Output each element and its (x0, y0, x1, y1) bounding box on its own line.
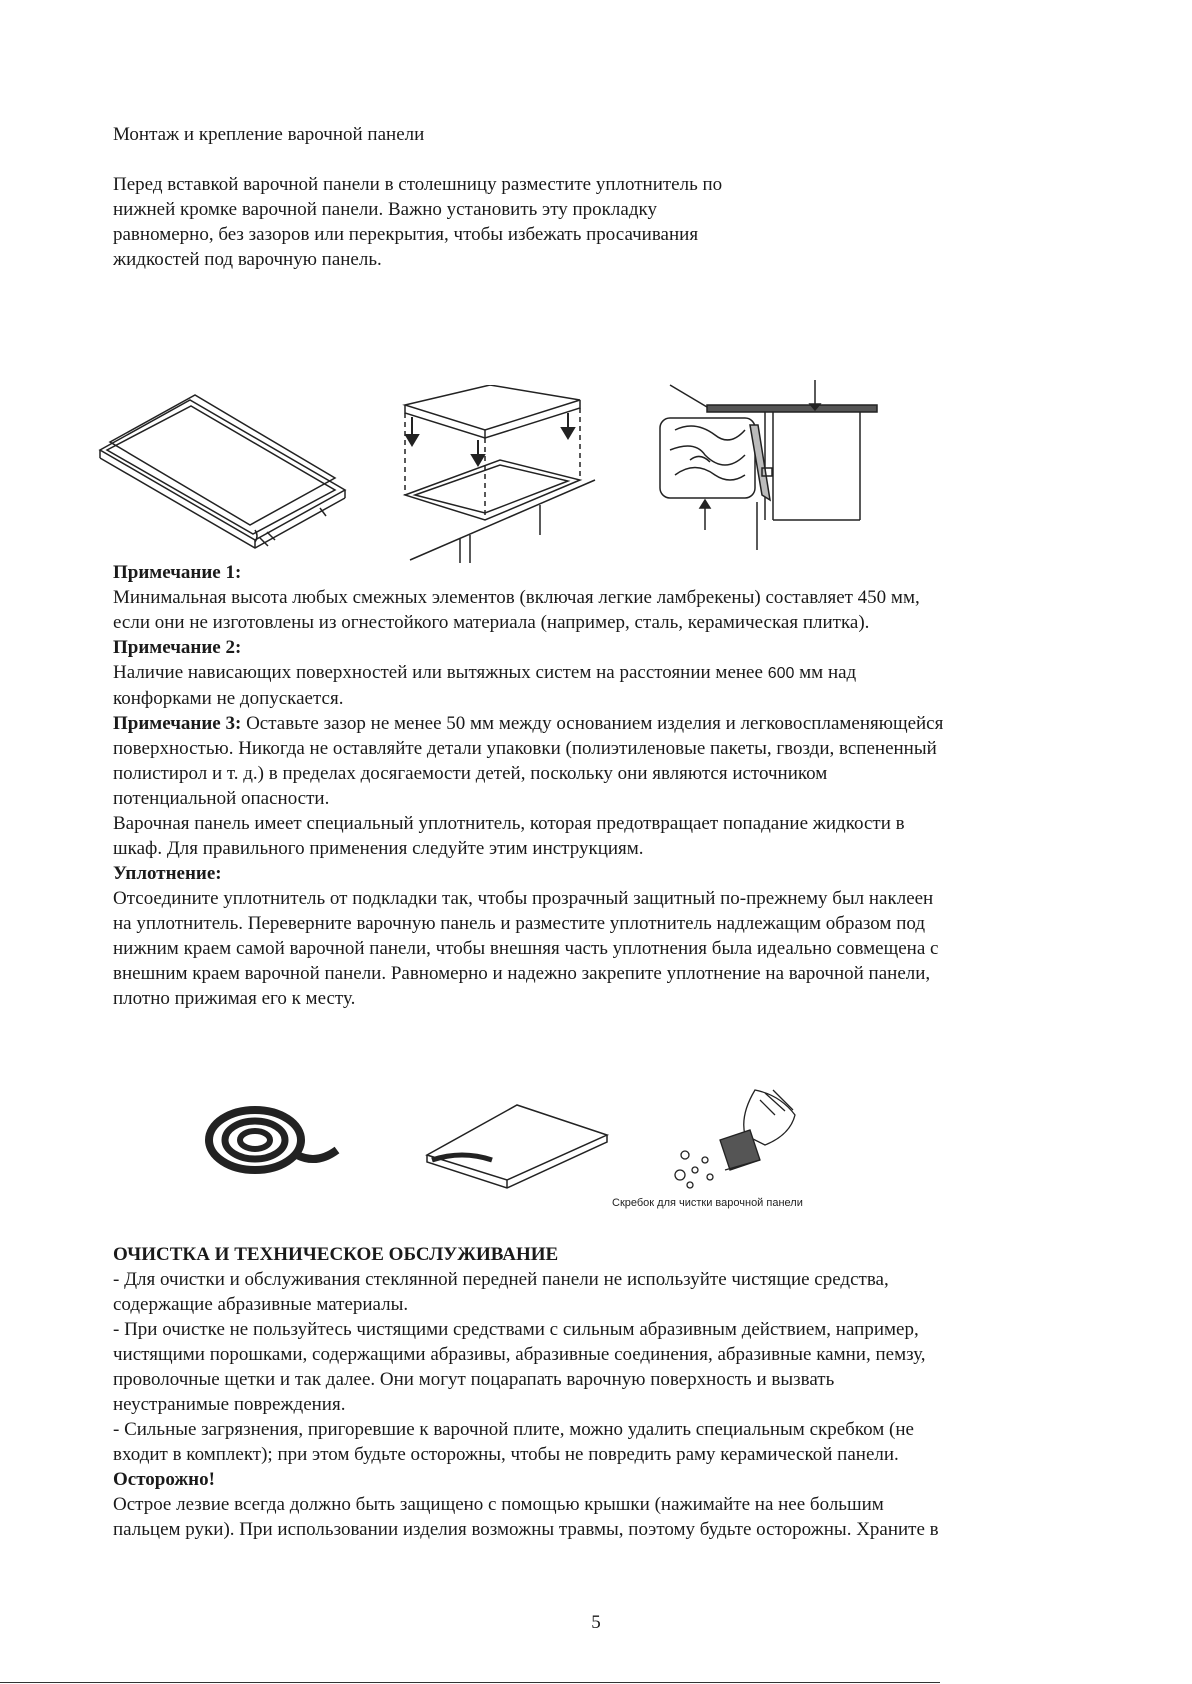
note3-line: потенциальной опасности. (113, 788, 330, 809)
note2-title: Примечание 2: (113, 637, 242, 658)
note1-line: Минимальная высота любых смежных элементов (включая легкие ламбрекены) составляет 450 мм, (113, 587, 920, 608)
note1-title: Примечание 1: (113, 562, 242, 583)
cleaning-line: - При очистке не пользуйтесь чистящими средствами с сильным абразивным действием, например, (113, 1319, 919, 1340)
hob-insertion-illustration (400, 385, 600, 565)
note2-distance-value: 600 (767, 665, 795, 682)
note2-text-end: мм над (794, 662, 857, 683)
intro-heading: Монтаж и крепление варочной панели (113, 124, 425, 145)
note1-line: если они не изготовлены из огнестойкого материала (например, сталь, керамическая плитка). (113, 612, 870, 633)
seal-line: Отсоедините уплотнитель от подкладки так, чтобы прозрачный защитный по-прежнему был наклеен (113, 888, 934, 909)
note3-line: поверхностью. Никогда не оставляйте детали упаковки (полиэтиленовые пакеты, гвозди, вспененный (113, 738, 937, 759)
caution-line: Острое лезвие всегда должно быть защищено с помощью крышки (нажимайте на нее большим (113, 1494, 884, 1515)
intro-line: нижней кромке варочной панели. Важно установить эту прокладку (113, 199, 657, 220)
scraper-illustration (665, 1085, 815, 1195)
note3-line: Варочная панель имеет специальный уплотнитель, которая предотвращает попадание жидкости в (113, 813, 905, 834)
note3-title: Примечание 3: (113, 713, 242, 734)
note3-line: шкаф. Для правильного применения следуйте этим инструкциям. (113, 838, 644, 859)
note2-line2: конфорками не допускается. (113, 688, 344, 709)
seal-line: плотно прижимая его к месту. (113, 988, 356, 1009)
intro-line: жидкостей под варочную панель. (113, 249, 382, 270)
caution-line: пальцем руки). При использовании изделия возможны травмы, поэтому будьте осторожны. Храните в (113, 1519, 939, 1540)
note3-line: полистирол и т. д.) в пределах досягаемости детей, поскольку они являются источником (113, 763, 828, 784)
cleaning-line: - Для очистки и обслуживания стеклянной передней панели не используйте чистящие средства, (113, 1269, 889, 1290)
seal-line: на уплотнитель. Переверните варочную панель и разместите уплотнитель надлежащим образом под (113, 913, 925, 934)
seal-line: нижним краем самой варочной панели, чтобы внешняя часть уплотнения была идеально совмещена с (113, 938, 939, 959)
seal-tape-roll-illustration (205, 1105, 345, 1175)
hob-cross-section-illustration (655, 380, 885, 560)
cleaning-line: - Сильные загрязнения, пригоревшие к варочной плите, можно удалить специальным скребком (не (113, 1419, 914, 1440)
page-number: 5 (591, 1612, 601, 1633)
note3-text: Оставьте зазор не менее 50 мм между основанием изделия и легковоспламеняющейся (241, 713, 944, 734)
cleaning-heading: ОЧИСТКА И ТЕХНИЧЕСКОЕ ОБСЛУЖИВАНИЕ (113, 1244, 559, 1265)
seal-line: внешним краем варочной панели. Равномерно и надежно закрепите уплотнение на варочной панели, (113, 963, 931, 984)
cleaning-line: входит в комплект); при этом будьте осторожны, чтобы не повредить раму керамической панели. (113, 1444, 899, 1465)
intro-line: равномерно, без зазоров или перекрытия, чтобы избежать просачивания (113, 224, 699, 245)
seal-title: Уплотнение: (113, 863, 222, 884)
note2-line1 (113, 660, 1093, 686)
note3-line1 (113, 711, 1093, 736)
caution-title: Осторожно! (113, 1469, 215, 1490)
scraper-caption: Скребок для чистки варочной панели (612, 1197, 803, 1209)
notes-section (113, 560, 1093, 1011)
intro-line: Перед вставкой варочной панели в столешницу разместите уплотнитель по (113, 174, 723, 195)
footer-rule (0, 1682, 940, 1683)
cleaning-line: чистящими порошками, содержащими абразивы, абразивные соединения, абразивные камни, пемзу, (113, 1344, 926, 1365)
hob-with-seal-illustration (422, 1100, 612, 1195)
cleaning-line: содержащие абразивные материалы. (113, 1294, 409, 1315)
cleaning-line: проволочные щетки и так далее. Они могут поцарапать варочную поверхность и вызвать (113, 1369, 835, 1390)
cleaning-line: неустранимые повреждения. (113, 1394, 346, 1415)
cleaning-section (113, 1242, 1093, 1542)
intro-section (113, 122, 1093, 272)
note2-text: Наличие нависающих поверхностей или вытяжных систем на расстоянии менее (113, 662, 768, 683)
